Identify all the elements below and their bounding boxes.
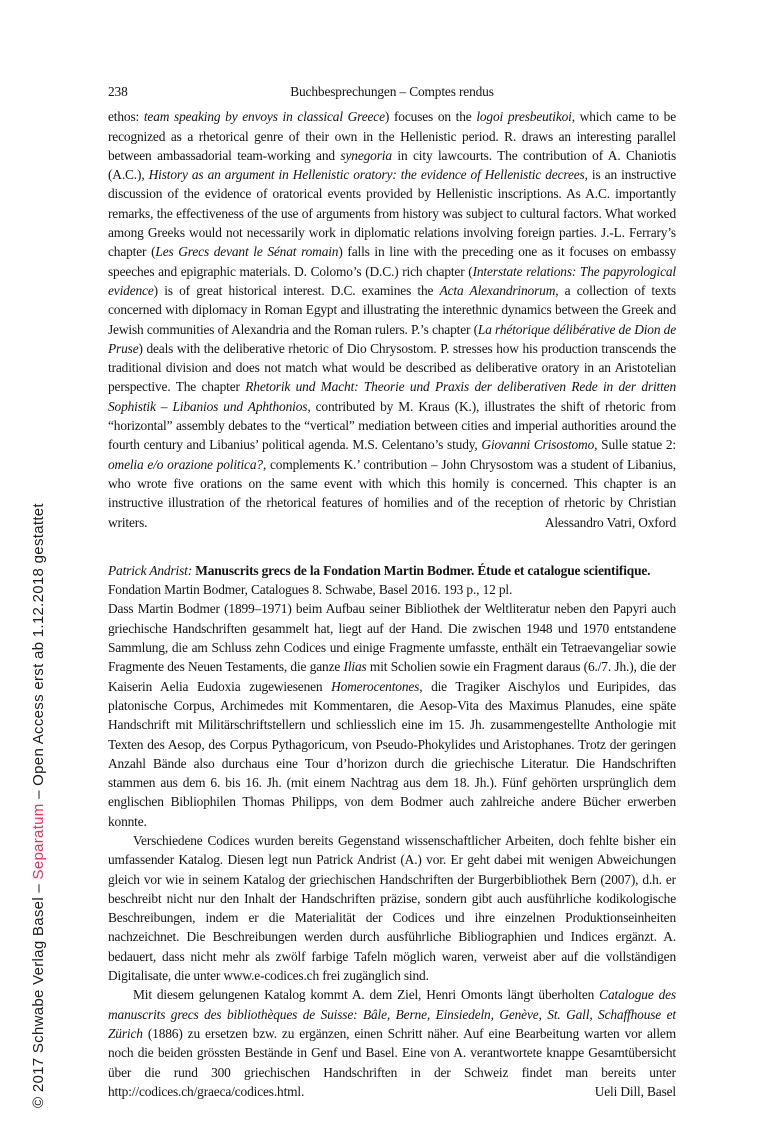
review-1-paragraph bbox=[108, 107, 676, 532]
page-content bbox=[108, 82, 676, 1101]
copyright-sidebar bbox=[30, 503, 47, 1108]
review-2-title-text: Patrick Andrist: Manuscrits grecs de la Fondation Martin Bodmer. Étude et catalogue scientifique. bbox=[108, 562, 651, 578]
review-2-paragraph-3 bbox=[108, 985, 676, 1101]
running-head bbox=[108, 82, 676, 101]
review-2-paragraph-2-text: Verschiedene Codices wurden bereits Gegenstand wissenschaftlicher Arbeiten, doch fehlte bisher ein umfassender Katalog. Diesen legt nun Patrick Andrist (A.) vor. Er geht dabei mit wenigen Abweichungen gleich vor wie in seinem Katalog der griechischen Handschriften der Burgerbibliothek Bern (2007), d.h. er beschreibt nicht nur den Inhalt der Handschriften präzise, sondern gibt auch ausführliche kodikologische Beschreibungen, indem er die Materialität der Codices und ihre einzelnen Produktionseinheiten nachzeichnet. Die Beschreibungen werden durch ausführliche Bibliographien und Indices ergänzt. A. bedauert, dass nicht mehr als zwölf farbige Tafeln möglich waren, verweist aber auf die vollständigen Digitalisate, die unter www.e-codices.ch frei zugänglich sind. bbox=[108, 832, 676, 984]
review-hellenistic-oratory bbox=[108, 107, 676, 532]
page-number: 238 bbox=[108, 84, 128, 99]
review-2-paragraph-1 bbox=[108, 599, 676, 831]
review-2-paragraph-1-text: Dass Martin Bodmer (1899–1971) beim Aufbau seiner Bibliothek der Weltliteratur neben den Papyri auch griechische Handschriften gesammelt hat, liegt auf der Hand. Die zwischen 1948 und 1970 entstandene Sammlung, die am Schluss zehn Codices und einige Fragmente umfasste, enthält ein Tetraevangeliar sowie Fragmente des Neuen Testaments, die ganze Ilias mit Scholien sowie ein Fragment daraus (6./7. Jh.), die der Kaiserin Aelia Eudoxia zugewiesenen Homerocentones, die Tragiker Aischylos und Euripides, das platonische Corpus, Archimedes mit Kommentaren, die Aesop-Vita des Maximus Planudes, eine späte Handschrift mit Militärschriftstellern und schliesslich eine im 15. Jh. zusammengestellte Anthologie mit Texten des Aesop, des Corpus Pythagoricum, von Pseudo-Phokylides und Aristophanes. Trotz der geringen Anzahl Bände also durchaus eine Tour d’horizon durch die griechische Literatur. Die Handschriften stammen aus dem 6. bis 16. Jh. (mit einem Nachtrag aus dem 18. Jh.). Fünf gehörten ursprünglich dem englischen Bibliophilen Thomas Philipps, von dem Bodmer auch zahlreiche andere Bücher erwerben konnte. bbox=[108, 601, 677, 829]
review-bodmer-catalogue bbox=[108, 561, 676, 1101]
reviewer-signature-dill: Ueli Dill, Basel bbox=[594, 1083, 676, 1099]
copyright-sidebar-text: © 2017 Schwabe Verlag Basel – Separatum – Open Access erst ab 1.12.2018 gestattet bbox=[30, 503, 47, 1108]
review-1-text: ethos: team speaking by envoys in classical Greece) focuses on the logoi presbeutikoi, which came to be recognized as a rhetorical genre of their own in the Hellenistic period. R. draws an interesting parallel between ambassadorial team-working and synegoria in city lawcourts. The contribution of A. Chaniotis (A.C.), History as an argument in Hellenistic oratory: the evidence of Hellenistic decrees, is an instructive discussion of the evidence of oratorical events provided by Hellenistic inscriptions. As A.C. importantly remarks, the effectiveness of the use of arguments from history was subject to cultural factors. What worked among Greeks would not necessarily work in diplomatic relations involving foreign parties. J.-L. Ferrary’s chapter (Les Grecs devant le Sénat romain) falls in line with the preceding one as it focuses on embassy speeches and epigraphic materials. D. Colomo’s (D.C.) rich chapter (Interstate relations: The papyrological evidence) is of great historical interest. D.C. examines the Acta Alexandrinorum, a collection of texts concerned with diplomacy in Roman Egypt and illustrating the interethnic dynamics between the Greek and Jewish communities of Alexandria and the Roman rulers. P.’s chapter (La rhétorique délibérative de Dion de Pruse) deals with the deliberative rhetoric of Dio Chrysostom. P. stresses how his production transcends the traditional division and does not match what would be described as deliberative oratory in an Aristotelian perspective. The chapter Rhetorik und Macht: Theorie und Praxis der deliberativen Rede in der dritten Sophistik – Libanios und Aphthonios, contributed by M. Kraus (K.), illustrates the shift of rhetoric from “horizontal” assembly debates to the “vertical” mediation between cities and imperial authorities around the fourth century and Libanius’ political agenda. M.S. Celentano’s study, Giovanni Crisostomo, Sulle statue 2: omelia e/o orazione politica?, complements K.’ contribution – John Chrysostom was a student of Libanius, who wrote five orations on the same event with which this homily is concerned. This chapter is an instructive illustration of the rhetorical features of homilies and of the reception of rhetoric by Christian writers. bbox=[108, 109, 677, 530]
review-2-paragraph-3-text: Mit diesem gelungenen Katalog kommt A. dem Ziel, Henri Omonts längt überholten Catalogue des manuscrits grecs des bibliothèques de Suisse: Bâle, Berne, Einsiedeln, Genève, St. Gall, Schaffhouse et Zürich (1886) zu ersetzen bzw. zu ergänzen, einen Schritt näher. Auf eine Bearbeitung warten vor allem noch die beiden grössten Bestände in Genf und Basel. Eine von A. verantwortete knappe Gesamtübersicht über die rund 300 griechischen Handschriften in der Schweiz findet man bereits unter http://codices.ch/graeca/codices.html. bbox=[108, 987, 676, 1099]
review-2-title bbox=[108, 561, 676, 580]
running-head-title: Buchbesprechungen – Comptes rendus bbox=[290, 84, 494, 99]
review-2-imprint: Fondation Martin Bodmer, Catalogues 8. Schwabe, Basel 2016. 193 p., 12 pl. bbox=[108, 582, 513, 598]
review-2-paragraph-2 bbox=[108, 831, 676, 985]
reviewer-signature-vatri: Alessandro Vatri, Oxford bbox=[544, 514, 676, 530]
